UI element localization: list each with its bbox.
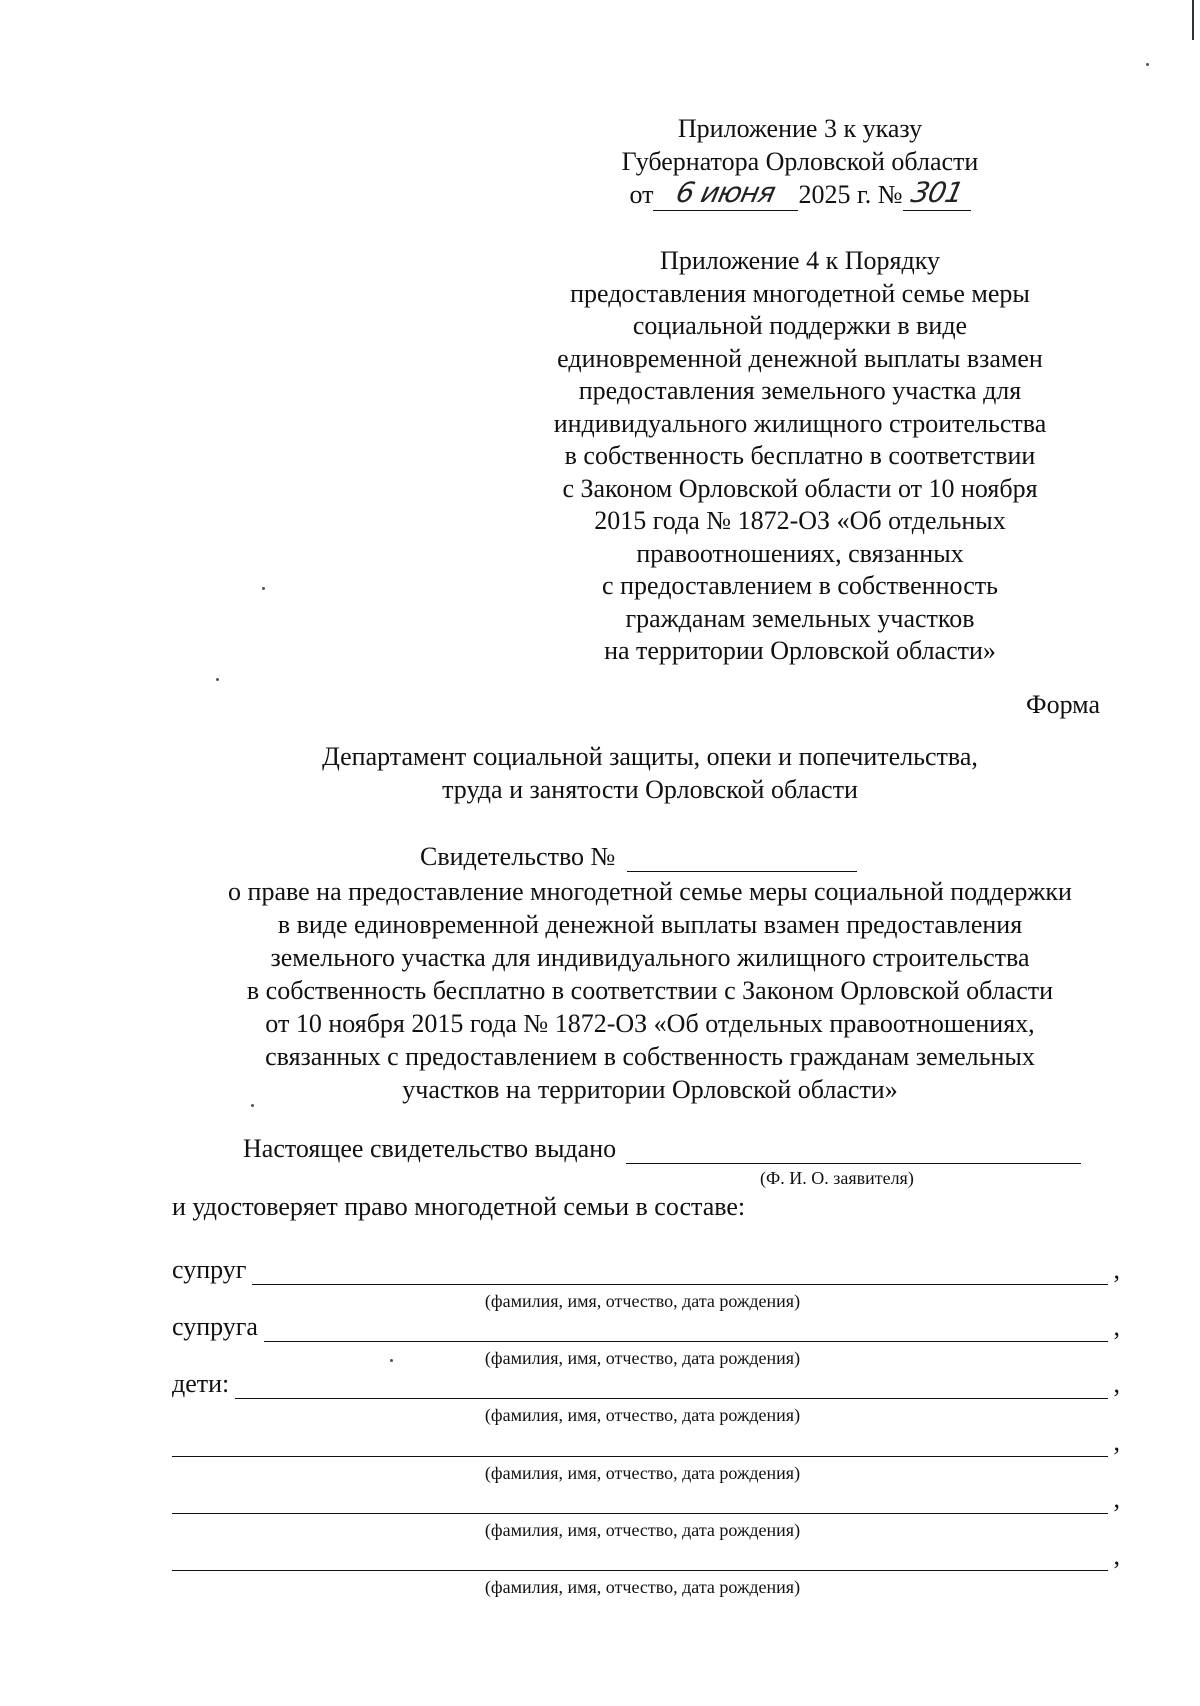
procedure-line: Приложение 4 к Порядку bbox=[660, 246, 940, 275]
procedure-line: правоотношениях, связанных bbox=[636, 538, 964, 568]
department-line: Департамент социальной защиты, опеки и попечительства, bbox=[322, 742, 978, 771]
applicant-name-field[interactable] bbox=[626, 1137, 1081, 1164]
handwritten-date: 6 июня bbox=[673, 176, 779, 209]
certificate-line: от 10 ноября 2015 года № 1872-ОЗ «Об отдельных правоотношениях, bbox=[265, 1009, 1035, 1038]
procedure-line: единовременной денежной выплаты взамен bbox=[557, 343, 1043, 373]
wife-row bbox=[172, 1312, 1120, 1342]
child-hint: (фамилия, имя, отчество, дата рождения) bbox=[484, 1520, 801, 1540]
wife-field[interactable] bbox=[264, 1315, 1108, 1342]
date-field bbox=[653, 176, 798, 211]
appendix-title: Приложение 3 к указу bbox=[677, 114, 923, 143]
scan-speck bbox=[390, 1359, 393, 1362]
child-field[interactable] bbox=[235, 1372, 1107, 1399]
certificate-line: в виде единовременной денежной выплаты взамен предоставления bbox=[277, 910, 1023, 939]
certificate-title bbox=[420, 842, 857, 872]
procedure-line: в собственность бесплатно в соответствии bbox=[564, 441, 1036, 470]
husband-hint: (фамилия, имя, отчество, дата рождения) bbox=[484, 1291, 801, 1311]
certificate-description bbox=[150, 875, 1150, 1106]
scan-edge-mark bbox=[1186, 0, 1194, 40]
date-prefix: от bbox=[629, 180, 654, 209]
procedure-line: 2015 года № 1872-ОЗ «Об отдельных bbox=[594, 506, 1006, 535]
row-comma: , bbox=[1113, 1427, 1120, 1456]
certificate-number-field[interactable] bbox=[627, 845, 857, 872]
appendix-date-line bbox=[520, 178, 1080, 211]
procedure-line: с предоставлением в собственность bbox=[602, 571, 998, 600]
certificate-line: о праве на предоставление многодетной семье меры социальной поддержки bbox=[228, 877, 1072, 906]
certificate-line: связанных с предоставлением в собственность гражданам земельных bbox=[265, 1042, 1035, 1071]
issued-to-label: Настоящее свидетельство выдано bbox=[243, 1134, 617, 1163]
department-line: труда и занятости Орловской области bbox=[442, 775, 858, 804]
children-label: дети: bbox=[172, 1369, 230, 1398]
appendix-header bbox=[520, 112, 1080, 211]
wife-label: супруга bbox=[172, 1312, 258, 1341]
certificate-title-text: Свидетельство № bbox=[420, 842, 616, 871]
procedure-line: на территории Орловской области» bbox=[604, 636, 996, 665]
issued-to-row bbox=[243, 1134, 1081, 1164]
child-row bbox=[172, 1427, 1120, 1457]
row-comma: , bbox=[1113, 1255, 1120, 1284]
form-label: Форма bbox=[1026, 690, 1100, 719]
row-comma: , bbox=[1113, 1312, 1120, 1341]
certificate-line: земельного участка для индивидуального жилищного строительства bbox=[270, 943, 1030, 972]
row-comma: , bbox=[1113, 1484, 1120, 1513]
child-hint: (фамилия, имя, отчество, дата рождения) bbox=[484, 1405, 801, 1425]
husband-field[interactable] bbox=[252, 1258, 1107, 1285]
procedure-line: гражданам земельных участков bbox=[625, 603, 975, 633]
applicant-hint: (Ф. И. О. заявителя) bbox=[760, 1168, 914, 1188]
scan-speck bbox=[216, 678, 219, 681]
procedure-line: с Законом Орловской области от 10 ноября bbox=[562, 473, 1038, 503]
child-field[interactable] bbox=[172, 1430, 1108, 1457]
child-field[interactable] bbox=[172, 1487, 1108, 1514]
date-year: 2025 г. № bbox=[798, 180, 903, 209]
procedure-appendix bbox=[500, 245, 1100, 668]
children-row bbox=[172, 1369, 1120, 1399]
department-name bbox=[100, 740, 1200, 806]
child-row bbox=[172, 1541, 1120, 1571]
procedure-line: социальной поддержки в виде bbox=[632, 311, 968, 340]
certifies-text: и удостоверяет право многодетной семьи в составе: bbox=[172, 1192, 746, 1221]
child-hint: (фамилия, имя, отчество, дата рождения) bbox=[484, 1577, 801, 1597]
row-comma: , bbox=[1113, 1541, 1120, 1570]
scan-speck bbox=[251, 1104, 254, 1107]
scan-speck bbox=[262, 587, 265, 590]
appendix-issuer: Губернатора Орловской области bbox=[621, 147, 979, 176]
handwritten-number: 301 bbox=[907, 176, 966, 209]
certificate-line: участков на территории Орловской области» bbox=[402, 1075, 898, 1104]
procedure-line: предоставления многодетной семье меры bbox=[570, 278, 1030, 308]
child-row bbox=[172, 1484, 1120, 1514]
certificate-line: в собственность бесплатно в соответствии с Законом Орловской области bbox=[246, 976, 1054, 1005]
procedure-line: индивидуального жилищного строительства bbox=[553, 408, 1047, 438]
number-field bbox=[903, 176, 971, 211]
child-hint: (фамилия, имя, отчество, дата рождения) bbox=[484, 1463, 801, 1483]
child-field[interactable] bbox=[172, 1544, 1108, 1571]
husband-row bbox=[172, 1255, 1120, 1285]
row-comma: , bbox=[1113, 1369, 1120, 1398]
procedure-line: предоставления земельного участка для bbox=[578, 376, 1022, 405]
scan-speck bbox=[1146, 63, 1149, 66]
wife-hint: (фамилия, имя, отчество, дата рождения) bbox=[484, 1348, 801, 1368]
husband-label: супруг bbox=[172, 1255, 247, 1284]
